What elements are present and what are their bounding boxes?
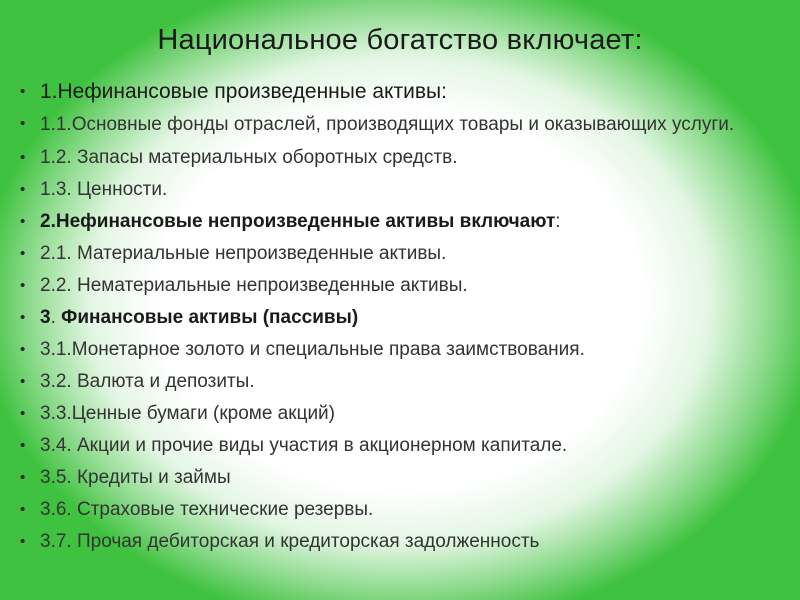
bullet-icon: • — [20, 533, 26, 550]
list-item — [18, 338, 788, 362]
list-item-text: 3.2. Валюта и депозиты. — [40, 371, 255, 392]
bullet-icon: • — [20, 309, 26, 326]
list-item-text: 3.7. Прочая дебиторская и кредиторская задолженность — [40, 531, 540, 552]
section-number-bold: 3 — [40, 307, 51, 328]
list-item-text: 1.Нефинансовые произведенные активы: — [40, 80, 447, 103]
list-item-section-heading — [18, 306, 788, 330]
list-item-text: 3.1.Монетарное золото и специальные права заимствования. — [40, 339, 585, 360]
bullet-icon: • — [20, 437, 26, 454]
list-item — [18, 146, 788, 170]
list-item-text — [40, 306, 788, 330]
bullet-icon: • — [20, 501, 26, 518]
bullet-icon: • — [20, 405, 26, 422]
bullet-icon: • — [20, 277, 26, 294]
bullet-icon: • — [20, 149, 26, 166]
list-item — [18, 530, 788, 554]
list-item — [18, 112, 788, 138]
list-item — [18, 370, 788, 394]
list-item-text: 1.1.Основные фонды отраслей, производящих товары и оказывающих услуги. — [40, 114, 735, 135]
bullet-list — [18, 80, 788, 562]
bullet-icon: • — [20, 213, 26, 230]
section-separator: . — [50, 307, 62, 328]
list-item — [18, 242, 788, 266]
list-item-text: 3.6. Страховые технические резервы. — [40, 499, 374, 520]
list-item-text: 1.3. Ценности. — [40, 179, 168, 200]
bullet-icon: • — [20, 469, 26, 486]
list-item-text: 2.2. Нематериальные непроизведенные активы. — [40, 275, 468, 296]
bullet-icon: • — [20, 373, 26, 390]
list-item-text: 3.5. Кредиты и займы — [40, 467, 231, 488]
bullet-icon: • — [20, 341, 26, 358]
section-heading-bold: Финансовые активы (пассивы) — [61, 307, 359, 328]
bullet-icon: • — [20, 181, 26, 198]
list-item — [18, 498, 788, 522]
bullet-icon: • — [20, 83, 26, 100]
list-item-section-heading — [18, 210, 788, 234]
list-item — [18, 80, 788, 104]
bullet-icon: • — [20, 115, 26, 132]
list-item — [18, 402, 788, 426]
list-item-text — [40, 210, 788, 234]
slide-title: Национальное богатство включает: — [157, 24, 643, 56]
section-heading-colon: : — [555, 211, 561, 232]
list-item-text: 1.2. Запасы материальных оборотных средств. — [40, 147, 458, 168]
list-item-text: 3.3.Ценные бумаги (кроме акций) — [40, 403, 336, 424]
list-item — [18, 274, 788, 298]
list-item — [18, 434, 788, 458]
list-item-text: 2.1. Материальные непроизведенные активы. — [40, 243, 447, 264]
list-item — [18, 466, 788, 490]
list-item-text: 3.4. Акции и прочие виды участия в акционерном капитале. — [40, 435, 568, 456]
list-item — [18, 178, 788, 202]
section-heading-bold: 2.Нефинансовые непроизведенные активы включают — [40, 211, 556, 232]
bullet-icon: • — [20, 245, 26, 262]
